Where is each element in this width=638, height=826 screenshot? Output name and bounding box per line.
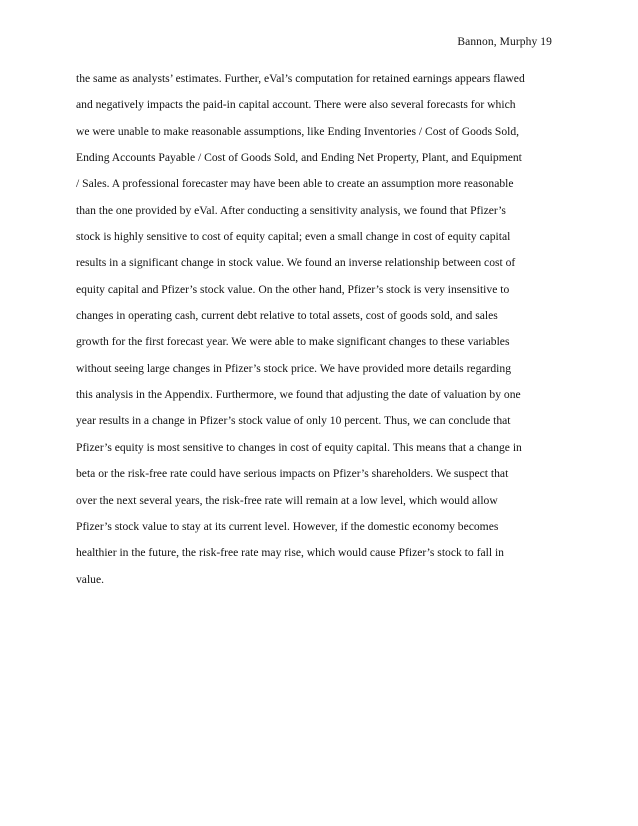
text-line: healthier in the future, the risk-free rate may rise, which would cause Pfizer’s stock to fall in [76,546,504,560]
text-line: stock is highly sensitive to cost of equity capital; even a small change in cost of equity capital [76,230,511,244]
text-line: the same as analysts’ estimates. Further, eVal’s computation for retained earnings appears flawed [76,72,525,85]
text-line: this analysis in the Appendix. Furthermore, we found that adjusting the date of valuation by one [76,388,521,402]
running-head: Bannon, Murphy 19 [457,36,552,48]
text-line: growth for the first forecast year. We were able to make significant changes to these variables [76,335,510,349]
text-line: without seeing large changes in Pfizer’s stock price. We have provided more details regarding [76,361,511,375]
text-line: changes in operating cash, current debt relative to total assets, cost of goods sold, and sales [76,309,498,323]
text-line: Pfizer’s stock value to stay at its current level. However, if the domestic economy becomes [76,519,499,533]
text-line: equity capital and Pfizer’s stock value. On the other hand, Pfizer’s stock is very insensitive to [76,282,510,296]
text-line: we were unable to make reasonable assumptions, like Ending Inventories / Cost of Goods Sold, [76,124,520,138]
body-paragraph [76,66,576,593]
text-line: Ending Accounts Payable / Cost of Goods Sold, and Ending Net Property, Plant, and Equipment [76,151,522,165]
text-line: over the next several years, the risk-free rate will remain at a low level, which would allow [76,493,498,507]
text-line: Pfizer’s equity is most sensitive to changes in cost of equity capital. This means that a change in [76,440,522,454]
text-line: results in a significant change in stock value. We found an inverse relationship between cost of [76,256,516,270]
text-line: beta or the risk-free rate could have serious impacts on Pfizer’s shareholders. We suspect that [76,467,509,481]
text-line: and negatively impacts the paid-in capital account. There were also several forecasts for which [76,98,516,112]
text-line: / Sales. A professional forecaster may have been able to create an assumption more reasonable [76,177,514,191]
text-line: value. [76,572,105,586]
text-line: year results in a change in Pfizer’s stock value of only 10 percent. Thus, we can conclude that [76,414,511,428]
text-line: than the one provided by eVal. After conducting a sensitivity analysis, we found that Pfizer’s [76,203,506,217]
